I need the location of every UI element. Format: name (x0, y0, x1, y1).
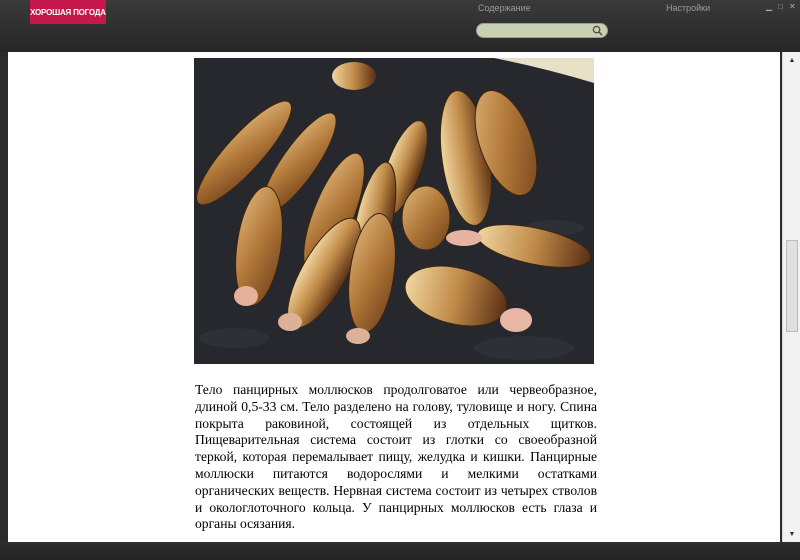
maximize-icon[interactable]: □ (778, 2, 783, 11)
nav-contents-link[interactable]: Содержание (478, 3, 531, 13)
arrow-up-icon[interactable]: ▲ (788, 56, 796, 64)
bottom-bar (0, 542, 800, 560)
article-photo (194, 58, 594, 364)
close-icon[interactable]: ✕ (789, 2, 796, 11)
brand-logo[interactable]: ХОРОШАЯ ПОГОДА (30, 0, 106, 24)
arrow-down-icon[interactable]: ▼ (788, 530, 796, 538)
vertical-scrollbar[interactable] (782, 52, 800, 542)
minimize-icon[interactable]: ▁ (766, 2, 773, 11)
scroll-thumb[interactable] (786, 240, 798, 332)
search-box[interactable] (476, 23, 608, 38)
content-area (8, 52, 780, 542)
top-bar (0, 0, 800, 52)
search-input[interactable] (483, 25, 587, 36)
search-icon[interactable] (592, 25, 603, 36)
nav-settings-link[interactable]: Настройки (666, 3, 711, 13)
article-paragraph: Тело панцирных моллюсков продолговатое или червеобразное, длиной 0,5-33 см. Тело разделено на голову, туловище и ногу. Спина покрыта раковиной, состоящей из отдельных щитков. Пищеварительная система состоит из глотки со своеобразной теркой, которая перемалывает пищу, желудка и кишки. Панцирные моллюски питаются водорослями и мелкими остатками органических веществ. Нервная система состоит из четырех стволов и окологлоточного кольца. У панцирных моллюсков есть глаза и органы осязания. (195, 382, 597, 532)
